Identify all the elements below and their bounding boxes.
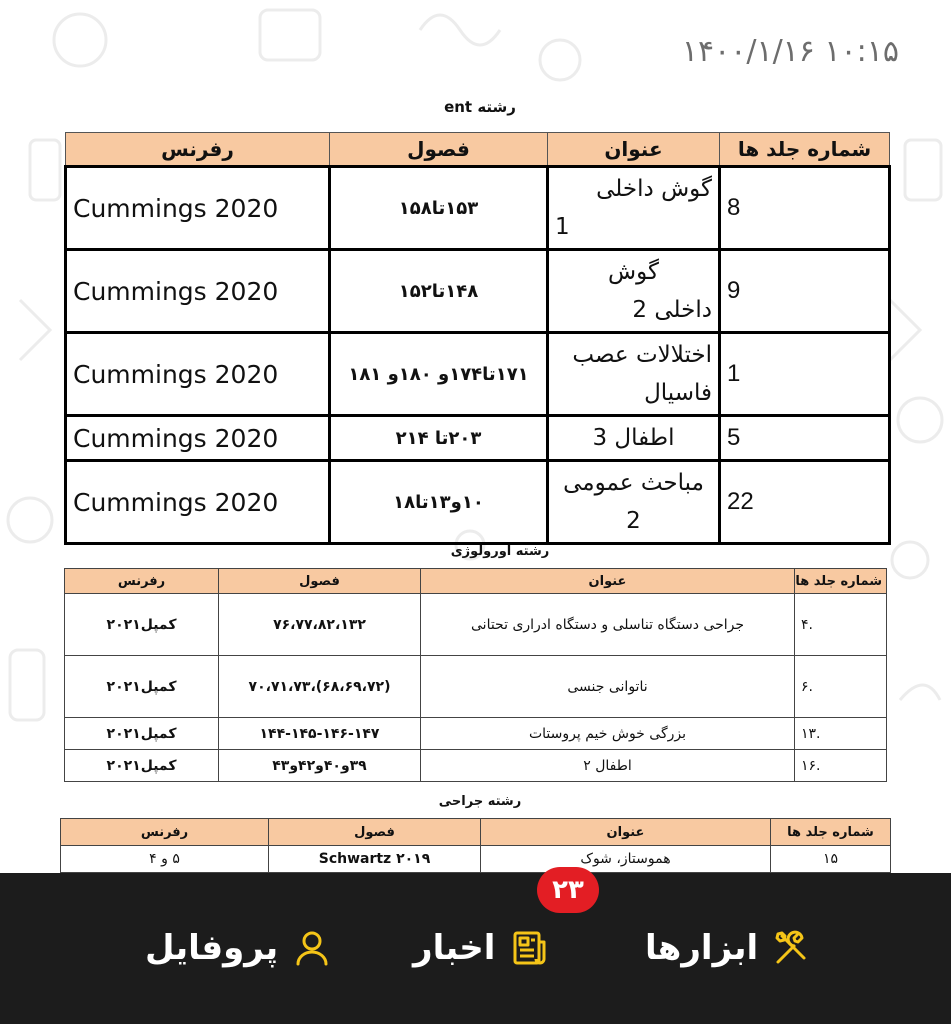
header-volume: شماره جلد ها xyxy=(720,133,890,167)
table-row xyxy=(66,333,890,416)
chapters: ۱۴۸تا۱۵۲ xyxy=(330,250,548,333)
table-row xyxy=(65,750,887,782)
header-chapters: فصول xyxy=(269,819,481,846)
volume-number: .۱۳ xyxy=(795,718,887,750)
volume-title: ناتوانی جنسی xyxy=(421,656,795,718)
reference: Cummings 2020 xyxy=(66,461,330,544)
reference: کمپل۲۰۲۱ xyxy=(65,718,219,750)
table-row xyxy=(66,461,890,544)
chapters: ۷۶،۷۷،۸۲،۱۳۲ xyxy=(219,594,421,656)
table-row xyxy=(61,846,891,873)
user-icon xyxy=(292,928,332,968)
urology-table-title: رشته اورولوژی xyxy=(450,544,550,559)
chapters: ۱۴۴-۱۴۵-۱۴۶-۱۴۷ xyxy=(219,718,421,750)
volume-number: .۱۶ xyxy=(795,750,887,782)
nav-news[interactable] xyxy=(413,913,549,983)
table-row xyxy=(65,594,887,656)
table-header-row xyxy=(66,133,890,167)
volume-number: .۴ xyxy=(795,594,887,656)
news-notification-badge: ۲۳ xyxy=(537,867,599,913)
table-row xyxy=(66,416,890,461)
ent-table xyxy=(64,132,891,545)
volume-number: 8 xyxy=(720,167,890,250)
header-chapters: فصول xyxy=(219,569,421,594)
chapters: ۱۵۳تا۱۵۸ xyxy=(330,167,548,250)
volume-title: بزرگی خوش خیم پروستات xyxy=(421,718,795,750)
volume-title: جراحی دستگاه تناسلی و دستگاه ادراری تحتانی xyxy=(421,594,795,656)
header-title: عنوان xyxy=(481,819,771,846)
volume-number: 9 xyxy=(720,250,890,333)
table-row xyxy=(66,250,890,333)
bottom-navigation-bar xyxy=(0,873,951,1024)
table-header-row xyxy=(65,569,887,594)
nav-tools-label: ابزارها xyxy=(645,928,759,968)
table-header-row xyxy=(61,819,891,846)
nav-profile-label: پروفایل xyxy=(145,928,279,968)
nav-news-label: اخبار xyxy=(413,928,496,968)
reference: Cummings 2020 xyxy=(66,250,330,333)
volume-number: 5 xyxy=(720,416,890,461)
volume-number: 22 xyxy=(720,461,890,544)
surgery-table xyxy=(60,818,891,873)
urology-table xyxy=(64,568,887,782)
volume-title: گوش داخلی 2 xyxy=(548,250,720,333)
volume-title: اطفال 3 xyxy=(548,416,720,461)
newspaper-icon xyxy=(509,928,549,968)
header-chapters: فصول xyxy=(330,133,548,167)
table-row xyxy=(65,656,887,718)
surgery-table-title: رشته جراحی xyxy=(438,794,522,809)
nav-profile[interactable] xyxy=(145,913,332,983)
nav-tools[interactable] xyxy=(645,913,812,983)
header-title: عنوان xyxy=(421,569,795,594)
chapters: ۱۰و۱۳تا۱۸ xyxy=(330,461,548,544)
chapters: (۶۸،۶۹،۷۲)،۷۰،۷۱،۷۳ xyxy=(219,656,421,718)
chapters: ۲۰۳تا ۲۱۴ xyxy=(330,416,548,461)
reference: کمپل۲۰۲۱ xyxy=(65,594,219,656)
header-volume: شماره جلد ها xyxy=(771,819,891,846)
header-title: عنوان xyxy=(548,133,720,167)
header-reference: رفرنس xyxy=(66,133,330,167)
volume-title: هموستاز، شوک xyxy=(481,846,771,873)
reference: کمپل۲۰۲۱ xyxy=(65,750,219,782)
volume-title: مباحث عمومی 2 xyxy=(548,461,720,544)
chapters: ۱۷۱تا۱۷۴و ۱۸۰و ۱۸۱ xyxy=(330,333,548,416)
tools-icon xyxy=(772,928,812,968)
reference: Cummings 2020 xyxy=(66,416,330,461)
table-row xyxy=(65,718,887,750)
header-reference: رفرنس xyxy=(61,819,269,846)
timestamp: ۱۴۰۰/۱/۱۶ ۱۰:۱۵ xyxy=(681,34,899,69)
volume-number: 1 xyxy=(720,333,890,416)
reference: ۵ و ۴ xyxy=(61,846,269,873)
volume-title: اختلالات عصب فاسیال xyxy=(548,333,720,416)
reference: Cummings 2020 xyxy=(66,167,330,250)
volume-number: .۶ xyxy=(795,656,887,718)
header-volume: شماره جلد ها xyxy=(795,569,887,594)
reference: کمپل۲۰۲۱ xyxy=(65,656,219,718)
volume-number: ۱۵ xyxy=(771,846,891,873)
chapters: ۳۹و۴۰و۴۲و۴۳ xyxy=(219,750,421,782)
reference: Cummings 2020 xyxy=(66,333,330,416)
volume-title: اطفال ۲ xyxy=(421,750,795,782)
table-row xyxy=(66,167,890,250)
chapters: Schwartz ۲۰۱۹ xyxy=(269,846,481,873)
header-reference: رفرنس xyxy=(65,569,219,594)
ent-table-title: رشته ent xyxy=(444,98,516,116)
volume-title: گوش داخلی 1 xyxy=(548,167,720,250)
